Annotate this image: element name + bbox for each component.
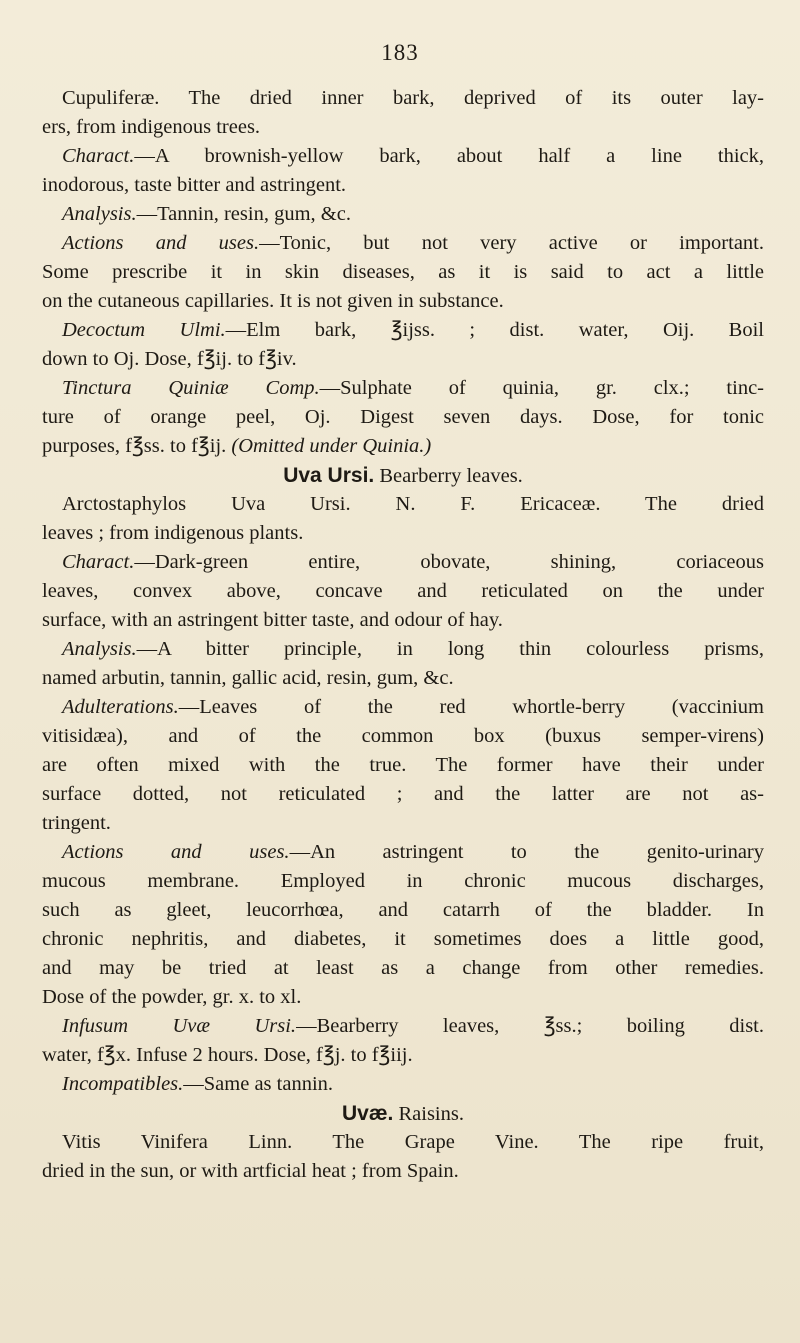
- section-label-infusum: Infusum Uvæ Ursi.: [62, 1015, 297, 1037]
- section-heading-uva-ursi: [42, 461, 764, 490]
- text-line: [42, 809, 764, 838]
- analysis-text: named arbutin, tannin, gallic acid, resin, gum, &c.: [42, 667, 454, 689]
- incompatibles-text: —Same as tannin.: [183, 1073, 334, 1095]
- uvae-text: Vitis Vinifera Linn. The Grape Vine. The ripe fruit,: [62, 1131, 764, 1153]
- actions-text: Dose of the powder, gr. x. to xl.: [42, 986, 302, 1008]
- section-label-charact: Charact.: [62, 551, 135, 573]
- heading-title: Uvæ.: [342, 1102, 394, 1125]
- section-label-tinctura: Tinctura Quiniæ Comp.: [62, 377, 320, 399]
- text-line: [42, 896, 764, 925]
- charact-text: inodorous, taste bitter and astringent.: [42, 174, 347, 196]
- actions-text: and may be tried at least as a change from other remedies.: [42, 957, 764, 979]
- section-label-decoctum: Decoctum Ulmi.: [62, 319, 226, 341]
- text-line: [42, 374, 764, 403]
- text-line: [42, 1128, 764, 1157]
- text-line: [42, 867, 764, 896]
- section-label-actions: Actions and uses.: [62, 841, 290, 863]
- charact-text: —A brownish-yellow bark, about half a line thick,: [134, 145, 764, 167]
- text-line: [42, 751, 764, 780]
- cupuliferae-text: ers, from indigenous trees.: [42, 116, 261, 138]
- page-number: 183: [381, 40, 419, 65]
- text-line: [42, 345, 764, 374]
- section-label-analysis: Analysis.: [62, 638, 137, 660]
- text-line: [42, 780, 764, 809]
- tinctura-text: ture of orange peel, Oj. Digest seven days. Dose, for tonic: [42, 406, 764, 428]
- actions-text: chronic nephritis, and diabetes, it sometimes does a little good,: [42, 928, 764, 950]
- text-line: [42, 1041, 764, 1070]
- source-text: Arctostaphylos Uva Ursi. N. F. Ericaceæ. The dried: [62, 493, 764, 515]
- text-line: [42, 113, 764, 142]
- text-line: [42, 432, 764, 461]
- text-line: [42, 838, 764, 867]
- section-label-incompatibles: Incompatibles.: [62, 1073, 184, 1095]
- text-line: [42, 722, 764, 751]
- heading-subtitle: Raisins.: [398, 1103, 464, 1125]
- adulterations-text: are often mixed with the true. The former have their under: [42, 754, 764, 776]
- text-line: [42, 1012, 764, 1041]
- text-line: [42, 200, 764, 229]
- adulterations-text: vitisidæa), and of the common box (buxus semper-virens): [42, 725, 764, 747]
- text-line: [42, 577, 764, 606]
- actions-text: such as gleet, leucorrhœa, and catarrh of the bladder. In: [42, 899, 764, 921]
- text-line: [42, 1070, 764, 1099]
- text-line: [42, 403, 764, 432]
- text-line: [42, 519, 764, 548]
- adulterations-text: tringent.: [42, 812, 111, 834]
- text-line: [42, 229, 764, 258]
- infusum-text: —Bearberry leaves, ℥ss.; boiling dist.: [296, 1015, 764, 1037]
- text-line: [42, 548, 764, 577]
- page-body: [42, 84, 764, 1186]
- text-line: [42, 84, 764, 113]
- section-label-charact: Charact.: [62, 145, 135, 167]
- infusum-text: water, f℥x. Infuse 2 hours. Dose, f℥j. to f℥iij.: [42, 1044, 413, 1066]
- decoctum-text: —Elm bark, ℥ijss. ; dist. water, Oij. Boil: [225, 319, 764, 341]
- analysis-text: —A bitter principle, in long thin colourless prisms,: [136, 638, 764, 660]
- decoctum-text: down to Oj. Dose, f℥ij. to f℥iv.: [42, 348, 297, 370]
- text-line: [42, 664, 764, 693]
- actions-text: —Tonic, but not very active or important.: [259, 232, 764, 254]
- source-text: leaves ; from indigenous plants.: [42, 522, 304, 544]
- heading-subtitle: Bearberry leaves.: [379, 465, 523, 487]
- omitted-note: (Omitted under Quinia.): [231, 435, 432, 457]
- tinctura-text: purposes, f℥ss. to f℥ij.: [42, 435, 227, 457]
- actions-text: Some prescribe it in skin diseases, as it is said to act a little: [42, 261, 764, 283]
- adulterations-text: —Leaves of the red whortle-berry (vaccinium: [178, 696, 764, 718]
- actions-text: —An astringent to the genito-urinary: [289, 841, 764, 863]
- text-line: [42, 635, 764, 664]
- text-line: [42, 925, 764, 954]
- actions-text: on the cutaneous capillaries. It is not given in substance.: [42, 290, 504, 312]
- text-line: [42, 693, 764, 722]
- text-line: [42, 142, 764, 171]
- analysis-text: —Tannin, resin, gum, &c.: [136, 203, 351, 225]
- text-line: [42, 258, 764, 287]
- uvae-text: dried in the sun, or with artficial heat ; from Spain.: [42, 1160, 459, 1182]
- text-line: [42, 316, 764, 345]
- cupuliferae-text: Cupuliferæ. The dried inner bark, deprived of its outer lay-: [62, 87, 764, 109]
- text-line: [42, 954, 764, 983]
- section-label-analysis: Analysis.: [62, 203, 137, 225]
- text-line: [42, 1157, 764, 1186]
- section-heading-uvae: [42, 1099, 764, 1128]
- section-label-adulterations: Adulterations.: [62, 696, 179, 718]
- adulterations-text: surface dotted, not reticulated ; and the latter are not as-: [42, 783, 764, 805]
- heading-title: Uva Ursi.: [283, 464, 375, 487]
- charact-text: —Dark-green entire, obovate, shining, coriaceous: [134, 551, 764, 573]
- text-line: [42, 983, 764, 1012]
- charact-text: surface, with an astringent bitter taste, and odour of hay.: [42, 609, 503, 631]
- charact-text: leaves, convex above, concave and reticulated on the under: [42, 580, 764, 602]
- section-label-actions: Actions and uses.: [62, 232, 260, 254]
- text-line: [42, 490, 764, 519]
- actions-text: mucous membrane. Employed in chronic mucous discharges,: [42, 870, 764, 892]
- text-line: [42, 171, 764, 200]
- text-line: [42, 287, 764, 316]
- tinctura-text: —Sulphate of quinia, gr. clx.; tinc-: [319, 377, 764, 399]
- text-line: [42, 606, 764, 635]
